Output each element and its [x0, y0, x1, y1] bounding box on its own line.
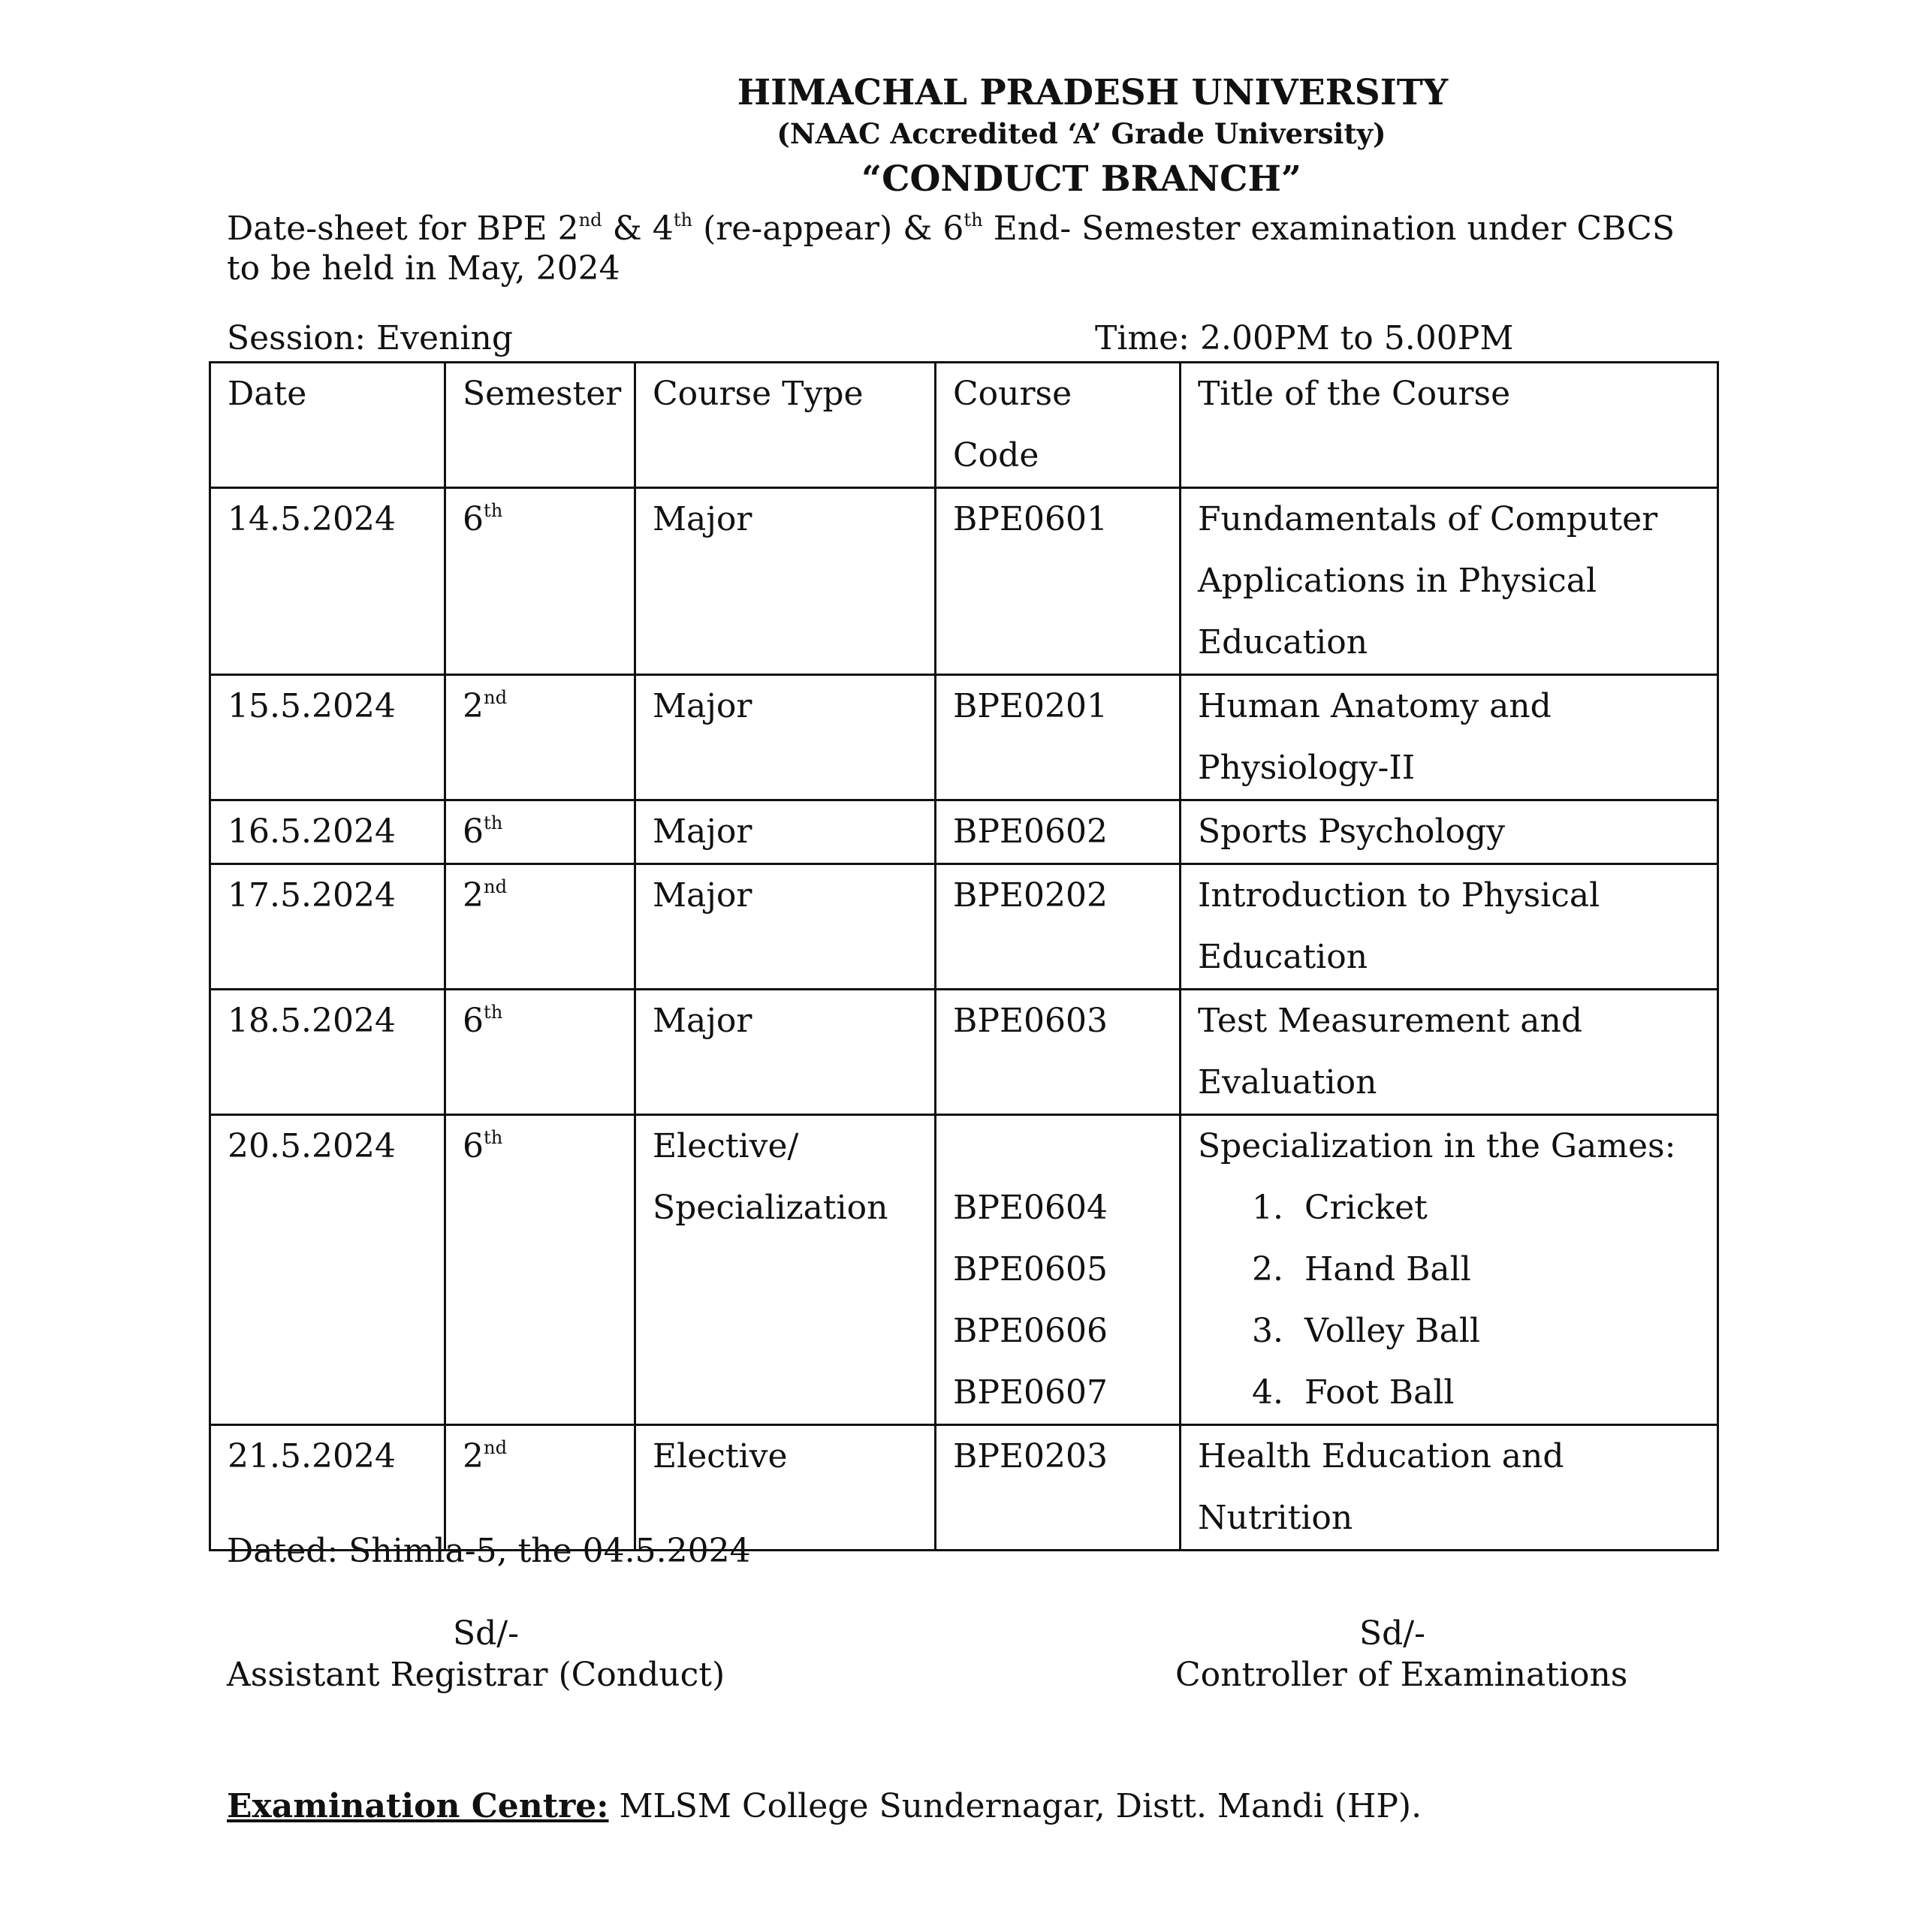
cell-date: 16.5.2024: [210, 800, 445, 864]
intro-sup-1: nd: [578, 209, 602, 231]
examination-centre: [227, 1787, 1422, 1825]
intro-text-3: (re-appear) & 6: [692, 209, 964, 248]
cell-semester: 6th: [445, 990, 635, 1115]
cell-course-code: BPE0601: [936, 488, 1181, 675]
table-row: [210, 488, 1718, 675]
cell-semester: 2nd: [445, 864, 635, 990]
cell-course-type: Major: [635, 800, 936, 864]
university-name: HIMACHAL PRADESH UNIVERSITY: [737, 72, 1449, 113]
cell-course-code: BPE0203: [936, 1425, 1181, 1551]
time-label: Time: 2.00PM to 5.00PM: [1095, 319, 1514, 357]
datesheet-table: [209, 361, 1719, 1551]
cell-date: 20.5.2024: [210, 1115, 445, 1425]
cell-semester: 6th: [445, 800, 635, 864]
course-code-line: BPE0605: [953, 1250, 1108, 1289]
cell-course-type: Major: [635, 675, 936, 800]
table-row: [210, 800, 1718, 864]
game-item: 3. Volley Ball: [1252, 1312, 1480, 1350]
header-course-type: Course Type: [635, 363, 936, 488]
examination-centre-value: MLSM College Sundernagar, Distt. Mandi (HP).: [608, 1787, 1422, 1825]
course-code-line: BPE0606: [953, 1312, 1108, 1350]
cell-semester: 2nd: [445, 675, 635, 800]
signature-mark-left: Sd/-: [453, 1614, 519, 1653]
cell-course-title: Human Anatomy and Physiology-II: [1181, 675, 1718, 800]
game-item: 2. Hand Ball: [1252, 1250, 1471, 1289]
cell-course-type: Elective/ Specialization: [635, 1115, 936, 1425]
cell-course-code: BPE0202: [936, 864, 1181, 990]
cell-date: 21.5.2024: [210, 1425, 445, 1551]
course-code-line: BPE0604: [953, 1189, 1108, 1227]
table-row: [210, 1115, 1718, 1425]
header-course-title: Title of the Course: [1181, 363, 1718, 488]
cell-course-codes: [936, 1115, 1181, 1425]
cell-course-title: Sports Psychology: [1181, 800, 1718, 864]
intro-text-2: & 4: [602, 209, 674, 248]
cell-course-type: Major: [635, 990, 936, 1115]
cell-course-code: BPE0602: [936, 800, 1181, 864]
cell-date: 14.5.2024: [210, 488, 445, 675]
cell-semester: 6th: [445, 1115, 635, 1425]
cell-course-title: [1181, 1115, 1718, 1425]
cell-semester: 6th: [445, 488, 635, 675]
signature-mark-right: Sd/-: [1359, 1614, 1425, 1653]
cell-date: 18.5.2024: [210, 990, 445, 1115]
game-item: 1. Cricket: [1252, 1189, 1428, 1227]
table-row: [210, 675, 1718, 800]
header-semester: Semester: [445, 363, 635, 488]
dated-line: Dated: Shimla-5, the 04.5.2024: [227, 1532, 751, 1570]
signatory-right: Controller of Examinations: [1175, 1656, 1628, 1694]
cell-course-type: Major: [635, 864, 936, 990]
session-label: Session: Evening: [227, 319, 513, 357]
table-row: [210, 990, 1718, 1115]
cell-course-type: Elective: [635, 1425, 936, 1551]
branch-title: “CONDUCT BRANCH”: [861, 158, 1301, 200]
cell-semester: 2nd: [445, 1425, 635, 1551]
header-date: Date: [210, 363, 445, 488]
table-row: [210, 864, 1718, 990]
cell-course-type: Major: [635, 488, 936, 675]
examination-centre-label: Examination Centre:: [227, 1787, 609, 1825]
course-code-line: BPE0607: [953, 1373, 1108, 1412]
signatory-left: Assistant Registrar (Conduct): [227, 1656, 725, 1694]
cell-course-title: Health Education and Nutrition: [1181, 1425, 1718, 1551]
cell-course-title: Fundamentals of Computer Applications in Physical Education: [1181, 488, 1718, 675]
intro-sup-2: th: [673, 209, 693, 231]
intro-text-4: End- Semester examination under CBCS to be held in May, 2024: [227, 209, 1675, 288]
header-course-code: Course Code: [936, 363, 1181, 488]
accreditation-line: (NAAC Accredited ‘A’ Grade University): [777, 117, 1386, 150]
game-item: 4. Foot Ball: [1252, 1373, 1455, 1412]
cell-course-code: BPE0603: [936, 990, 1181, 1115]
table-header-row: [210, 363, 1718, 488]
cell-date: 17.5.2024: [210, 864, 445, 990]
cell-course-title: Test Measurement and Evaluation: [1181, 990, 1718, 1115]
intro-sup-3: th: [964, 209, 983, 231]
cell-date: 15.5.2024: [210, 675, 445, 800]
cell-course-code: BPE0201: [936, 675, 1181, 800]
games-heading: Specialization in the Games:: [1198, 1127, 1676, 1165]
intro-text-1: Date-sheet for BPE 2: [227, 209, 579, 248]
datesheet-intro: [227, 209, 1714, 288]
cell-course-title: Introduction to Physical Education: [1181, 864, 1718, 990]
